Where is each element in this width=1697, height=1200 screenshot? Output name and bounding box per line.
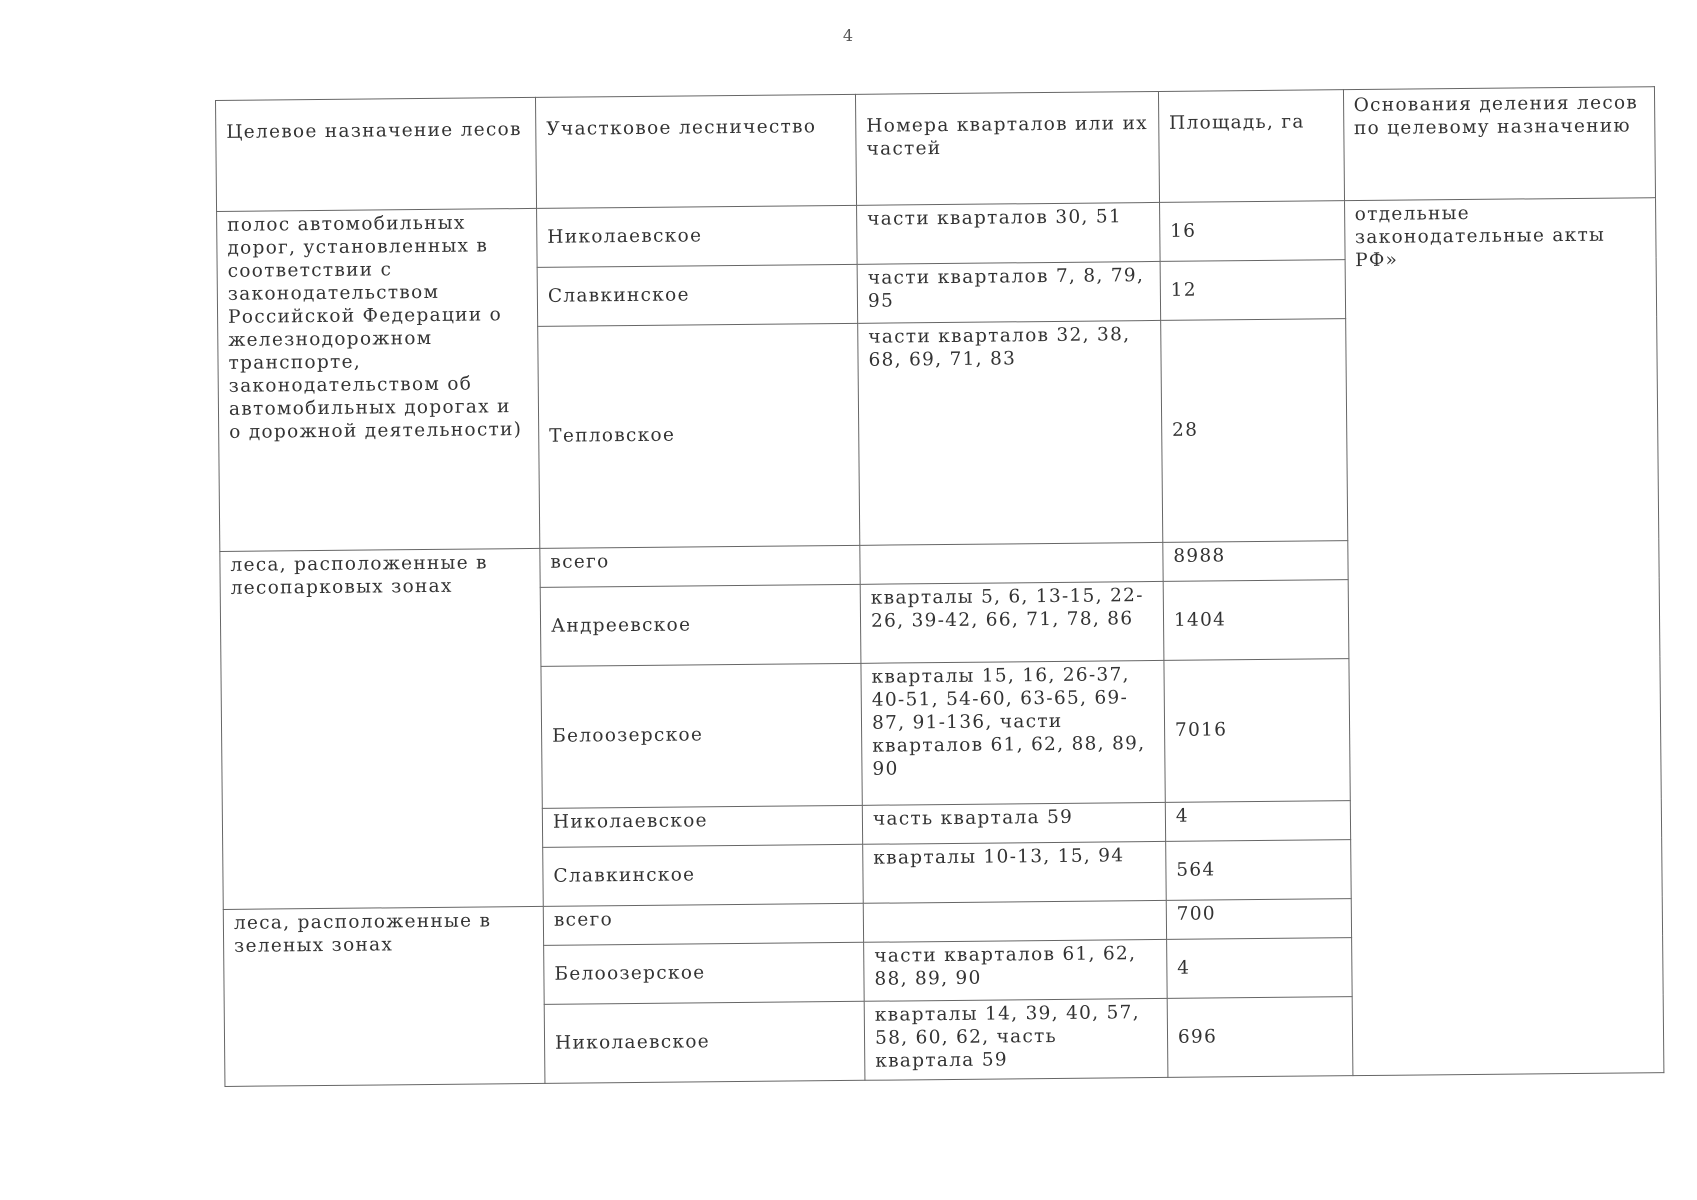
header-purpose: Целевое назначение лесов <box>216 97 537 211</box>
quarters-cell: части кварталов 32, 38, 68, 69, 71, 83 <box>858 320 1163 545</box>
area-cell: 564 <box>1166 840 1351 901</box>
forest-purpose-table <box>215 86 1664 1087</box>
district-cell: Николаевское <box>544 1001 865 1083</box>
area-cell: 28 <box>1161 319 1348 543</box>
header-quarters: Номера кварталов или их частей <box>856 91 1160 205</box>
district-cell: всего <box>543 903 863 945</box>
area-cell: 16 <box>1159 201 1344 262</box>
purpose-cell: леса, расположенные в лесопарковых зонах <box>220 548 543 909</box>
table-row <box>217 198 1657 271</box>
table-header-row <box>216 87 1656 212</box>
area-cell: 696 <box>1167 997 1352 1078</box>
district-cell: Белоозерское <box>541 663 862 808</box>
quarters-cell: кварталы 14, 39, 40, 57, 58, 60, 62, часть квартала 59 <box>864 998 1168 1080</box>
area-cell: 7016 <box>1164 659 1350 803</box>
quarters-cell: кварталы 5, 6, 13-15, 22-26, 39-42, 66, 71, 78, 86 <box>860 581 1164 663</box>
area-cell: 4 <box>1165 801 1350 842</box>
forest-purpose-table-wrapper <box>215 86 1664 1087</box>
quarters-cell: части кварталов 61, 62, 88, 89, 90 <box>864 939 1167 1001</box>
area-cell: 4 <box>1166 938 1351 999</box>
district-cell: Николаевское <box>542 805 862 847</box>
area-cell: 12 <box>1160 260 1345 321</box>
quarters-cell: часть квартала 59 <box>862 802 1165 844</box>
district-cell: Славкинское <box>537 264 858 326</box>
quarters-cell: кварталы 10-13, 15, 94 <box>863 841 1166 903</box>
header-area: Площадь, га <box>1158 90 1344 203</box>
district-cell: Андреевское <box>540 584 861 666</box>
quarters-cell <box>860 542 1163 584</box>
page-number: 4 <box>842 26 855 45</box>
header-district: Участковое лесничество <box>536 94 857 208</box>
header-basis: Основания деления лесов по целевому назначению <box>1343 87 1655 201</box>
quarters-cell: части кварталов 30, 51 <box>857 202 1160 264</box>
basis-cell: отдельные законодательные акты РФ» <box>1344 198 1664 1076</box>
area-cell: 700 <box>1166 899 1351 940</box>
purpose-cell: леса, расположенные в зеленых зонах <box>223 906 545 1086</box>
quarters-cell <box>863 900 1166 942</box>
district-cell: Тепловское <box>538 323 860 548</box>
district-cell: всего <box>540 545 860 587</box>
purpose-cell: полос автомобильных дорог, установленных в соответствии с законодательством Российской Федерации о железнодорожном транспорте, законодательством об автомобильных дорогах и о дорожной деятельности) <box>217 208 540 551</box>
area-cell: 1404 <box>1163 580 1348 661</box>
quarters-cell: части кварталов 7, 8, 79, 95 <box>857 261 1160 323</box>
area-cell: 8988 <box>1163 541 1348 582</box>
district-cell: Николаевское <box>537 205 858 267</box>
quarters-cell: кварталы 15, 16, 26-37, 40-51, 54-60, 63-65, 69-87, 91-136, части кварталов 61, 62, 88, 89, 90 <box>861 660 1165 805</box>
district-cell: Белоозерское <box>544 942 865 1004</box>
district-cell: Славкинское <box>543 844 864 906</box>
